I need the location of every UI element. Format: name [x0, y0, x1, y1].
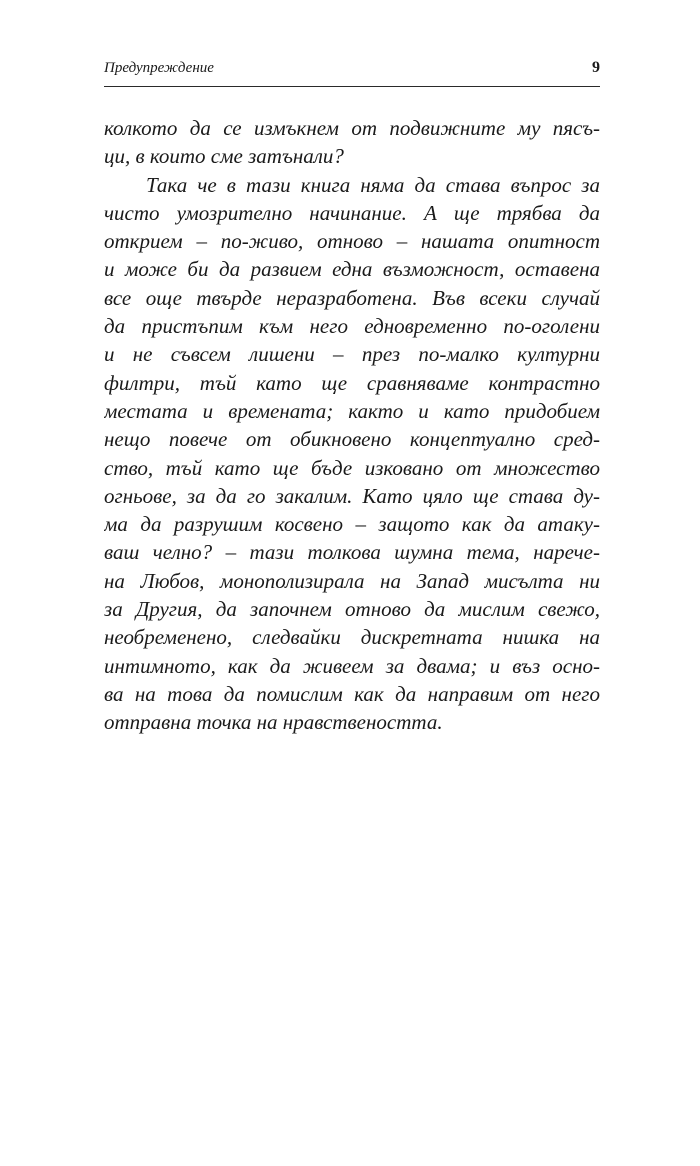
text-line: филтри, тъй като ще сравняваме контрастно	[104, 370, 600, 395]
text-line: ваш челно? – тази толкова шумна тема, нарече-	[104, 540, 600, 565]
text-line: огньове, за да го закалим. Като цяло ще става ду-	[104, 483, 600, 508]
section-title: Предупреждение	[104, 60, 214, 76]
text-line: ма да разрушим косвено – защото как да атаку-	[104, 512, 600, 537]
text-line: интимното, как да живеем за двама; и въз осно-	[104, 653, 600, 678]
text-line: за Другия, да започнем отново да мислим свежо,	[104, 597, 600, 622]
text-line: на Любов, монополизирала на Запад мисълта ни	[104, 568, 600, 593]
text-line: и не съвсем лишени – през по-малко културни	[104, 342, 600, 367]
text-line: необременено, следвайки дискретната нишка на	[104, 625, 600, 650]
body-text	[104, 114, 600, 737]
running-header	[104, 58, 600, 84]
page-number: 9	[592, 59, 600, 76]
text-line: да пристъпим към него едновременно по-оголени	[104, 314, 600, 339]
header-rule	[104, 86, 600, 87]
text-line: открием – по-живо, отново – нашата опитност	[104, 229, 600, 254]
text-line: и може би да развием една възможност, оставена	[104, 257, 600, 282]
text-line: ство, тъй като ще бъде изковано от множество	[104, 455, 600, 480]
text-line: местата и времената; както и като придобием	[104, 398, 600, 423]
text-line: колкото да се измъкнем от подвижните му пясъ-	[104, 116, 600, 140]
text-line: Така че в тази книга няма да става въпрос за	[146, 172, 600, 197]
text-line: ва на това да помислим как да направим от него	[104, 681, 600, 706]
text-line: все още твърде неразработена. Във всеки случай	[104, 285, 600, 310]
text-line: отправна точка на нравствеността.	[104, 710, 443, 735]
text-line: ци, в които сме затънали?	[104, 144, 344, 169]
text-line: чисто умозрително начинание. А ще трябва да	[104, 200, 600, 225]
text-line: нещо повече от обикновено концептуално сред-	[104, 427, 600, 452]
